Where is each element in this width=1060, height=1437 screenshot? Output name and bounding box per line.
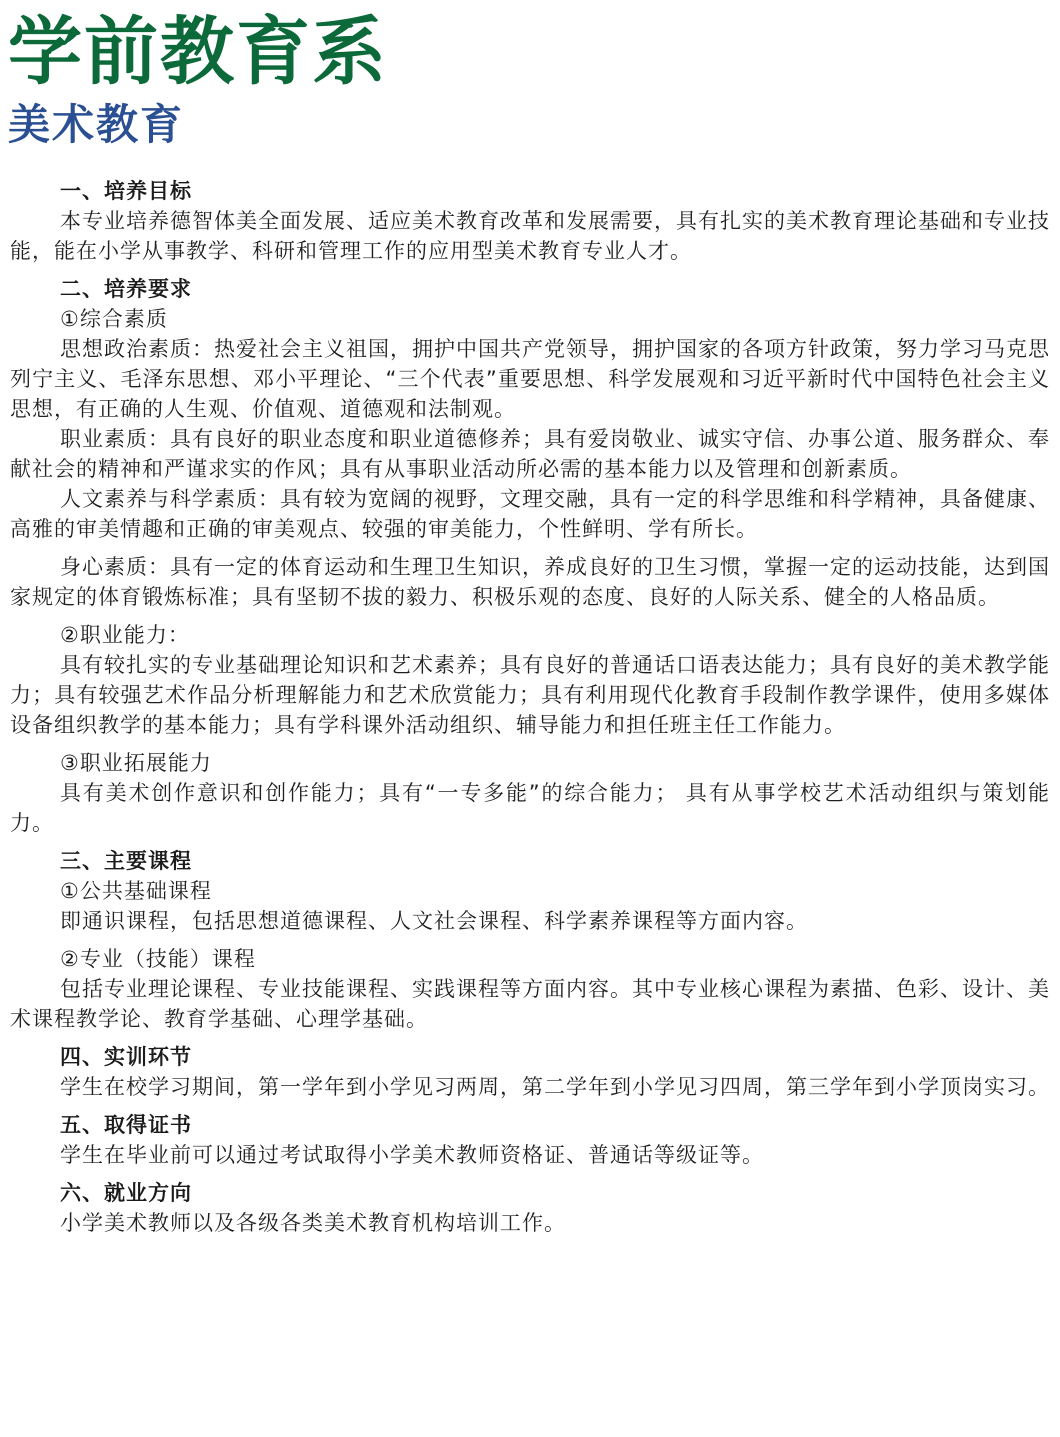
employment-paragraph: 小学美术教师以及各级各类美术教育机构培训工作。 <box>60 1211 566 1235</box>
section-training <box>10 1042 1050 1102</box>
section-heading-employment: 六、就业方向 <box>60 1181 192 1205</box>
section-requirements <box>10 274 1050 838</box>
section-employment <box>10 1178 1050 1238</box>
section-courses <box>10 846 1050 1034</box>
physical-mental-paragraph: 身心素质：具有一定的体育运动和生理卫生知识，养成良好的卫生习惯，掌握一定的运动技能，达到国家规定的体育锻炼标准；具有坚韧不拔的毅力、积极乐观的态度、良好的人际关系、健全的人格品质。 <box>10 555 1050 609</box>
public-courses-paragraph: 即通识课程，包括思想道德课程、人文社会课程、科学素养课程等方面内容。 <box>60 909 808 933</box>
humanities-science-paragraph: 人文素养与科学素质：具有较为宽阔的视野，文理交融，具有一定的科学思维和科学精神，具备健康、高雅的审美情趣和正确的审美观点、较强的审美能力，个性鲜明、学有所长。 <box>10 487 1050 541</box>
major-title: 美术教育 <box>8 100 185 149</box>
subheading-extended-ability: ③职业拓展能力 <box>60 751 212 775</box>
vocational-ability-paragraph: 具有较扎实的专业基础理论知识和艺术素养；具有良好的普通话口语表达能力；具有良好的美术教学能力；具有较强艺术作品分析理解能力和艺术欣赏能力；具有利用现代化教育手段制作教学课件，使用多媒体设备组织教学的基本能力；具有学科课外活动组织、辅导能力和担任班主任工作能力。 <box>10 653 1050 737</box>
section-certificates <box>10 1110 1050 1170</box>
subheading-public-courses: ①公共基础课程 <box>60 879 212 903</box>
section-heading-courses: 三、主要课程 <box>60 849 192 873</box>
section-heading-training: 四、实训环节 <box>60 1045 192 1069</box>
professional-courses-paragraph: 包括专业理论课程、专业技能课程、实践课程等方面内容。其中专业核心课程为素描、色彩、设计、美术课程教学论、教育学基础、心理学基础。 <box>10 977 1050 1031</box>
section-objective <box>10 176 1050 266</box>
certificates-paragraph: 学生在毕业前可以通过考试取得小学美术教师资格证、普通话等级证等。 <box>60 1143 764 1167</box>
section-heading-certificates: 五、取得证书 <box>60 1113 192 1137</box>
subheading-professional-courses: ②专业（技能）课程 <box>60 947 256 971</box>
extended-ability-paragraph: 具有美术创作意识和创作能力；具有“一专多能”的综合能力； 具有从事学校艺术活动组织与策划能力。 <box>10 781 1050 835</box>
department-title: 学前教育系 <box>8 9 388 95</box>
objective-paragraph: 本专业培养德智体美全面发展、适应美术教育改革和发展需要，具有扎实的美术教育理论基础和专业技能，能在小学从事教学、科研和管理工作的应用型美术教育专业人才。 <box>10 209 1050 263</box>
training-paragraph: 学生在校学习期间，第一学年到小学见习两周，第二学年到小学见习四周，第三学年到小学顶岗实习。 <box>60 1075 1050 1099</box>
document-body <box>10 176 1050 1238</box>
subheading-vocational-ability: ②职业能力： <box>60 623 190 647</box>
professional-quality-paragraph: 职业素质：具有良好的职业态度和职业道德修养；具有爱岗敬业、诚实守信、办事公道、服务群众、奉献社会的精神和严谨求实的作风；具有从事职业活动所必需的基本能力以及管理和创新素质。 <box>10 427 1050 481</box>
subheading-comprehensive-quality: ①综合素质 <box>60 307 168 331</box>
political-quality-paragraph: 思想政治素质：热爱社会主义祖国，拥护中国共产党领导，拥护国家的各项方针政策，努力学习马克思列宁主义、毛泽东思想、邓小平理论、“三个代表”重要思想、科学发展观和习近平新时代中国特色社会主义思想，有正确的人生观、价值观、道德观和法制观。 <box>10 337 1050 421</box>
section-heading-requirements: 二、培养要求 <box>60 277 192 301</box>
section-heading-objective: 一、培养目标 <box>60 179 192 203</box>
